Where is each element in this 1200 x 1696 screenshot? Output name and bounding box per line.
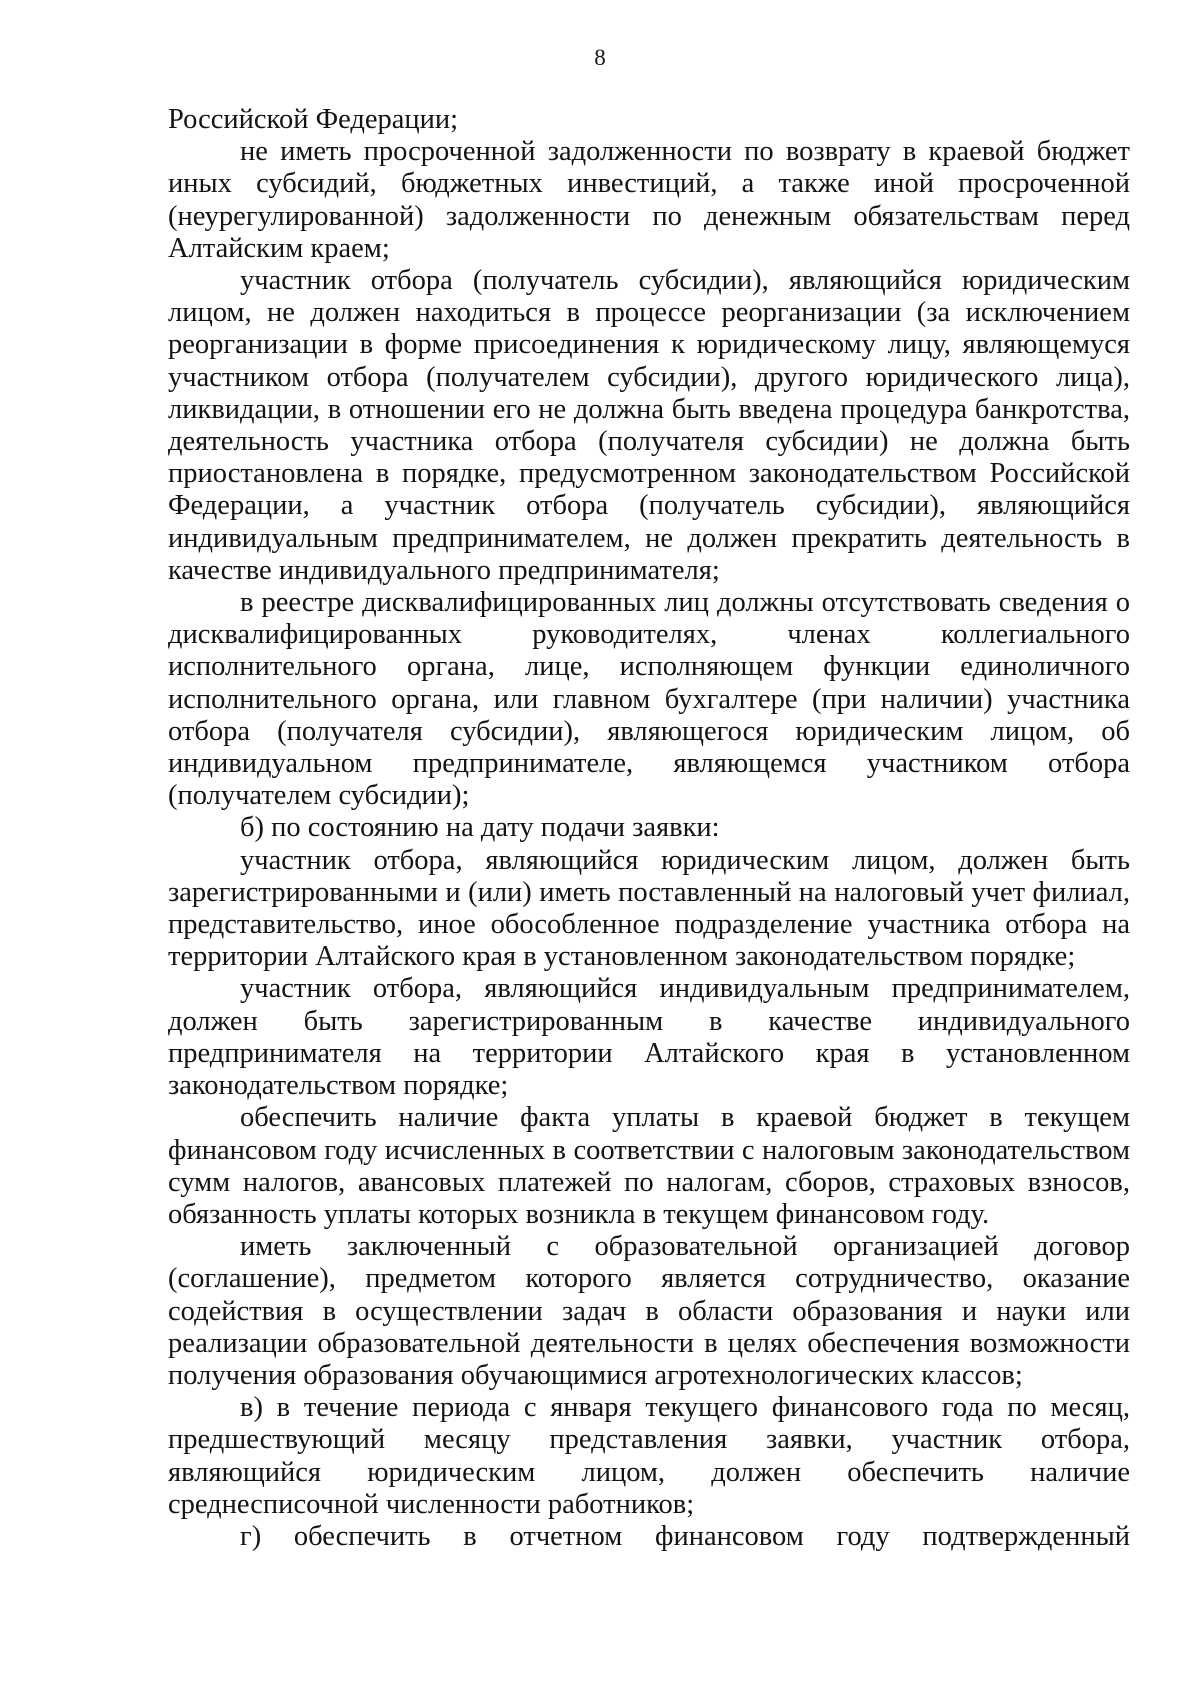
paragraph: участник отбора (получатель субсидии), являющийся юридическим лицом, не должен находиться в процессе реорганизации (за исключением реорганизации в форме присоединения к юридическому лицу, являющемуся участником отбора (получателем субсидии), другого юридического лица), ликвидации, в отношении его не должна быть введена процедура банкротства, деятельность участника отбора (получателя субсидии) не должна быть приостановлена в порядке, предусмотренном законодательством Российской Федерации, а участник отбора (получатель субсидии), являющийся индивидуальным предпринимателем, не должен прекратить деятельность в качестве индивидуального предпринимателя;	[168, 265, 1130, 586]
paragraph: в реестре дисквалифицированных лиц должны отсутствовать сведения о дисквалифицированных руководителях, членах коллегиального исполнительного органа, лице, исполняющем функции единоличного исполнительного органа, или главном бухгалтере (при наличии) участника отбора (получателя субсидии), являющегося юридическим лицом, об индивидуальном предпринимателе, являющемся участником отбора (получателем субсидии);	[168, 587, 1130, 812]
paragraph: в) в течение периода с января текущего финансового года по месяц, предшествующий месяцу представления заявки, участник отбора, являющийся юридическим лицом, должен обеспечить наличие среднесписочной численности работников;	[168, 1392, 1130, 1520]
paragraph: обеспечить наличие факта уплаты в краевой бюджет в текущем финансовом году исчисленных в соответствии с налоговым законодательством сумм налогов, авансовых платежей по налогам, сборов, страховых взносов, обязанность уплаты которых возникла в текущем финансовом году.	[168, 1102, 1130, 1230]
paragraph: не иметь просроченной задолженности по возврату в краевой бюджет иных субсидий, бюджетных инвестиций, а также иной просроченной (неурегулированной) задолженности по денежным обязательствам перед Алтайским краем;	[168, 136, 1130, 264]
paragraph: иметь заключенный с образовательной организацией договор (соглашение), предметом которого является сотрудничество, оказание содействия в осуществлении задач в области образования и науки или реализации образовательной деятельности в целях обеспечения возможности получения образования обучающимися агротехнологических классов;	[168, 1231, 1130, 1391]
paragraph: г) обеспечить в отчетном финансовом году подтвержденный	[240, 1520, 1130, 1552]
paragraph: б) по состоянию на дату подачи заявки:	[240, 812, 720, 844]
document-body	[168, 104, 1130, 1553]
page-number: 8	[594, 45, 606, 70]
paragraph: Российской Федерации;	[168, 104, 459, 135]
paragraph: участник отбора, являющийся юридическим лицом, должен быть зарегистрированными и (или) иметь поставленный на налоговый учет филиал, представительство, иное обособленное подразделение участника отбора на территории Алтайского края в установленном законодательством порядке;	[168, 844, 1130, 973]
paragraph: участник отбора, являющийся индивидуальным предпринимателем, должен быть зарегистрированным в качестве индивидуального предпринимателя на территории Алтайского края в установленном законодательством порядке;	[168, 973, 1130, 1102]
